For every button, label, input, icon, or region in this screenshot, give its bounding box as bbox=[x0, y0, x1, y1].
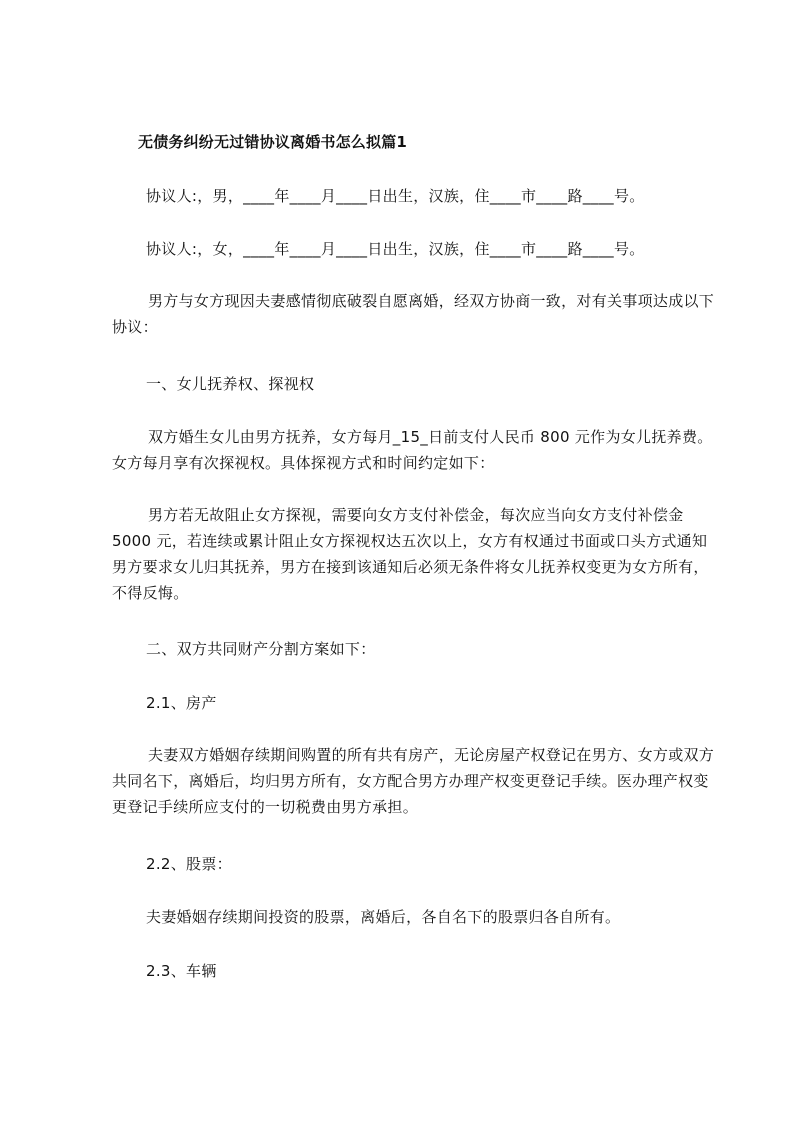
section2-2-text: 夫妻婚姻存续期间投资的股票，离婚后，各自名下的股票归各自所有。 bbox=[146, 908, 621, 926]
section2-1-heading: 2.1、房产 bbox=[146, 694, 217, 712]
section1-p2-text: 男方若无故阻止女方探视，需要向女方支付补偿金，每次应当向女方支付补偿金 5000 元，若连续或累计阻止女方探视权达五次以上，女方有权通过书面或口头方式通知男方要求女儿归其抚养，男方在接到该通知后必须无条件将女儿抚养权变更为女方所有，不得反悔。 bbox=[112, 506, 709, 602]
intro-text: 男方与女方现因夫妻感情彻底破裂自愿离婚，经双方协商一致，对有关事项达成以下协议： bbox=[112, 292, 715, 336]
section2-3-heading: 2.3、车辆 bbox=[146, 962, 217, 980]
party-female-line: 协议人:，女，____年____月____日出生，汉族，住____市____路____号。 bbox=[146, 240, 645, 258]
section2-1-paragraph bbox=[112, 742, 718, 820]
document-title: 无债务纠纷无过错协议离婚书怎么拟篇1 bbox=[138, 133, 408, 151]
section2-2-heading: 2.2、股票： bbox=[146, 855, 232, 873]
section2-1-text: 夫妻双方婚姻存续期间购置的所有共有房产，无论房屋产权登记在男方、女方或双方共同名下，离婚后，均归男方所有，女方配合男方办理产权变更登记手续。医办理产权变更登记手续所应支付的一切税费由男方承担。 bbox=[112, 746, 715, 816]
intro-paragraph bbox=[112, 288, 718, 340]
section1-paragraph-1 bbox=[112, 424, 718, 476]
party-male-line: 协议人:，男，____年____月____日出生，汉族，住____市____路____号。 bbox=[146, 187, 645, 205]
section1-p1-text: 双方婚生女儿由男方抚养，女方每月_15_日前支付人民币 800 元作为女儿抚养费。女方每月享有次探视权。具体探视方式和时间约定如下： bbox=[112, 428, 713, 472]
section1-paragraph-2 bbox=[112, 502, 718, 606]
section2-heading: 二、双方共同财产分割方案如下： bbox=[146, 640, 376, 658]
section1-heading: 一、女儿抚养权、探视权 bbox=[146, 375, 315, 393]
